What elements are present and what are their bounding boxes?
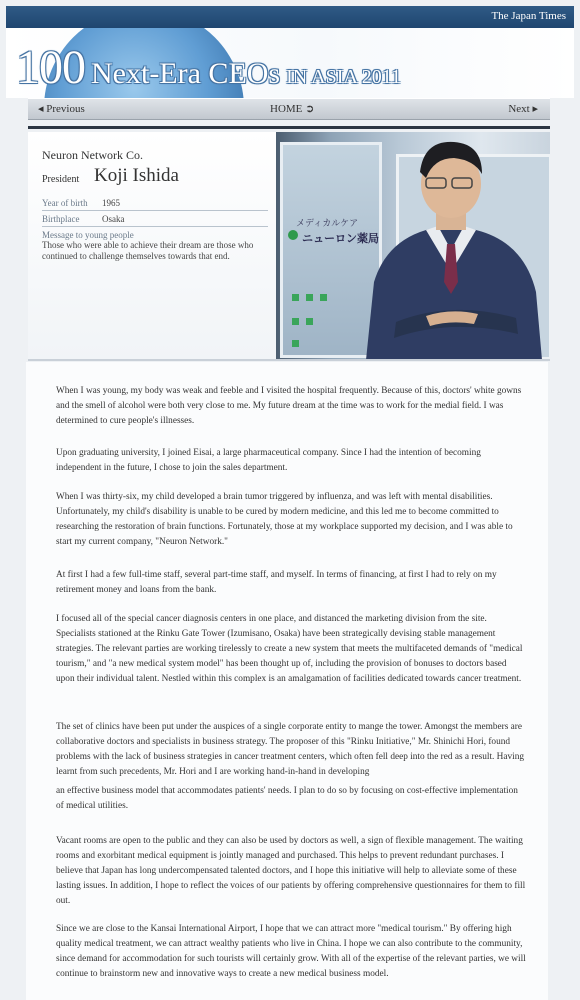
glass-decal	[292, 294, 299, 301]
birthplace-value: Osaka	[102, 214, 125, 224]
birthplace-row	[42, 212, 268, 227]
article-paragraph: Upon graduating university, I joined Eisai, a large pharmaceutical company. Since I had the intention of becoming independent in the future, I chose to join the sales department.	[56, 448, 481, 473]
glass-decal	[320, 294, 327, 301]
glass-decal	[292, 318, 299, 325]
message-label: Message to young people	[42, 230, 134, 240]
previous-link[interactable]: ◂ Previous	[38, 103, 85, 115]
birth-year-label: Year of birth	[42, 198, 88, 208]
role-label: President	[42, 174, 80, 185]
article-paragraph: I focused all of the special cancer diagnosis centers in one place, and distanced the marketing division from the site. Specialists stationed at the Rinku Gate Tower (Izumisano, Osaka) have been strategically devising stable management strategies. The relevant parties are working tirelessly to create a new system that meets the multifaceted demands of "medical tourism," and "a new medical system model" has been thought up of, including the provision of bonuses to doctors based upon their individual talent. Nestled within this complex is an amalgamation of facilities dedicated towards cancer treatment.	[56, 614, 523, 684]
article-body	[26, 362, 548, 1000]
glass-decal	[306, 318, 313, 325]
clinic-sign-large: ニューロン薬局	[302, 232, 379, 245]
birth-year-value: 1965	[102, 198, 120, 208]
top-bar	[6, 6, 574, 28]
article-paragraph: The set of clinics have been put under the auspices of a single corporate entity to mange the tower. Amongst the members are collaborative doctors and specialists in business strategy. The proposer of this "Rinku Initiative," Mr. Shinichi Hori, found problems with the lack of business strategies in cancer treatment centers, which often fell deep into the red as a result. Having learnt from such precedents, Mr. Hori and I are working hand-in-hand in developing	[56, 722, 525, 777]
article-paragraph: an effective business model that accommodates patients' needs. I plan to do so by focusing on cost-effective implementation of medical utilities.	[56, 786, 518, 811]
glass-decal	[306, 294, 313, 301]
ceo-photo	[276, 132, 550, 360]
title-main: Next-Era CEOs	[91, 57, 281, 90]
birthplace-label: Birthplace	[42, 214, 80, 224]
divider	[28, 359, 550, 361]
article-paragraph: Since we are close to the Kansai International Airport, I hope that we can attract more "medical tourism." By offering high quality medical treatment, we can attract wealthy patients who live in China. I hope we can also contribute to the community, since demand for accommodation for such tourists will certainly grow. With all of the expertise of the relevant parties, we will continue to brainstorm new and innovative ways to create a new medical business model.	[56, 924, 526, 979]
publisher-logo: The Japan Times	[491, 10, 566, 22]
profile-info	[28, 132, 277, 360]
article-paragraph: Vacant rooms are open to the public and they can also be used by doctors as well, a sign of flexible management. The waiting rooms and exorbitant medical equipment is jointly managed and purchased. This helps to prevent redundant purchases. I believe that Japan has long undercompensated talented doctors, and I hope this initiative will help to alleviate some of these lasting issues. In addition, I hope to reflect the voices of our patients by offering comprehensive questionnaires for them to fill out.	[56, 836, 526, 906]
home-link[interactable]: HOME ➲	[270, 103, 315, 115]
next-link[interactable]: Next ▸	[508, 103, 538, 115]
article-paragraph: When I was young, my body was weak and feeble and I visited the hospital frequently. Because of this, doctors' white gowns and the smell of alcohol were both very close to me. My future dream at the time was to work for the medial field. I was determined to cure people's illnesses.	[56, 386, 522, 426]
clinic-sign-small: メディカルケア	[296, 219, 359, 229]
company-name: Neuron Network Co.	[42, 148, 143, 162]
title-number: 100	[16, 41, 85, 94]
message-text: Those who were able to achieve their dream are those who continued to challenge themselves towards that end.	[42, 240, 254, 261]
article-paragraph: When I was thirty-six, my child developed a brain tumor triggered by influenza, and was left with mental disabilities. Unfortunately, my child's disability is unable to be cured by modern medicine, and this led me to become committed to researching the restoration of brain functions. Fortunately, those at my workplace supported my decision, and I was able to start my current company, "Neuron Network."	[56, 492, 513, 547]
article-paragraph: At first I had a few full-time staff, several part-time staff, and myself. In terms of financing, at first I had to rely on my retirement money and loans from the bank.	[56, 570, 497, 595]
navigation-bar	[28, 98, 550, 120]
banner	[6, 28, 574, 98]
page-title	[16, 40, 401, 95]
ceo-name: Koji Ishida	[94, 165, 179, 186]
glass-decal	[292, 340, 299, 347]
profile-panel	[28, 132, 550, 360]
title-sub: IN ASIA 2011	[286, 66, 401, 88]
birth-year-row	[42, 196, 268, 211]
clinic-logo-icon	[288, 230, 298, 240]
person-figure	[356, 132, 550, 360]
divider	[28, 126, 550, 129]
